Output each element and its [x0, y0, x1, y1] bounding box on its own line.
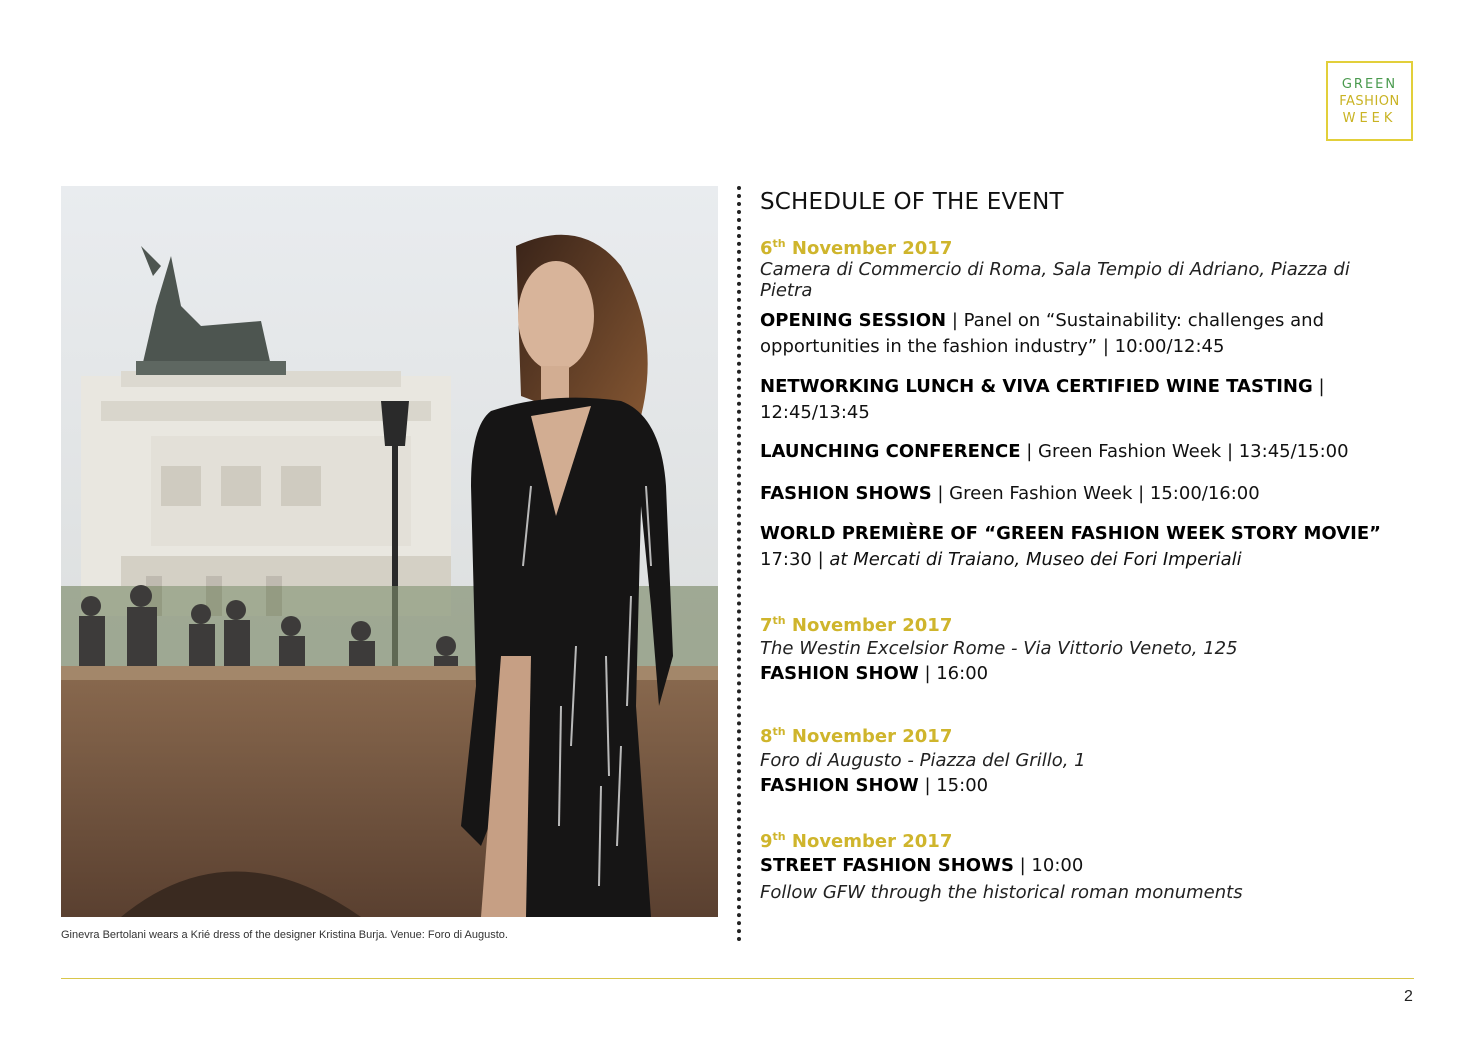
item-street-fashion-shows-time: | 10:00	[1013, 855, 1084, 876]
item-day3-fashion-show-title: FASHION SHOW	[760, 775, 919, 796]
item-world-premiere-time: 17:30 |	[760, 549, 830, 570]
item-day2-fashion-show-title: FASHION SHOW	[760, 663, 919, 684]
date-day1	[760, 237, 952, 259]
date-day2-suffix: th	[772, 614, 786, 627]
date-day3-month: November 2017	[785, 726, 953, 747]
date-day4-day: 9	[760, 831, 773, 852]
date-day3-day: 8	[760, 726, 773, 747]
date-day1-month: November 2017	[785, 238, 953, 259]
date-day2-day: 7	[760, 615, 773, 636]
date-day1-suffix: th	[772, 237, 786, 250]
item-street-fashion-shows	[760, 853, 1400, 879]
date-day4-suffix: th	[772, 830, 786, 843]
event-photo	[61, 186, 718, 917]
item-networking-lunch-title: NETWORKING LUNCH & VIVA CERTIFIED WINE TASTING	[760, 376, 1313, 397]
item-day2-fashion-show	[760, 661, 1400, 687]
item-fashion-shows-title: FASHION SHOWS	[760, 483, 932, 504]
date-day4	[760, 830, 952, 852]
logo-line-fashion: FASHION	[1339, 93, 1400, 109]
dotted-divider	[737, 186, 741, 942]
venue-day2: The Westin Excelsior Rome - Via Vittorio Veneto, 125	[760, 638, 1238, 659]
item-day3-fashion-show	[760, 773, 1400, 799]
item-networking-lunch-detail: | 12:45/13:45	[760, 376, 1325, 423]
item-street-fashion-shows-title: STREET FASHION SHOWS	[760, 855, 1014, 876]
date-day3	[760, 725, 952, 747]
item-launching-conference-detail: | Green Fashion Week | 13:45/15:00	[1020, 441, 1349, 462]
item-day2-fashion-show-time: | 16:00	[918, 663, 989, 684]
note-day4: Follow GFW through the historical roman monuments	[760, 882, 1243, 903]
item-opening-session-title: OPENING SESSION	[760, 310, 947, 331]
item-networking-lunch	[760, 374, 1400, 426]
item-opening-session	[760, 308, 1400, 360]
date-day1-day: 6	[760, 238, 773, 259]
item-world-premiere	[760, 521, 1400, 573]
item-world-premiere-title: WORLD PREMIÈRE OF “GREEN FASHION WEEK STORY MOVIE”	[760, 523, 1382, 544]
footer-rule	[61, 978, 1414, 979]
item-opening-session-detail: | Panel on “Sustainability: challenges and opportunities in the fashion industry” | 10:00/12:45	[760, 310, 1325, 357]
schedule-title: SCHEDULE OF THE EVENT	[760, 189, 1064, 215]
logo-line-green: GREEN	[1341, 76, 1398, 92]
date-day3-suffix: th	[772, 725, 786, 738]
logo-line-week: WEEK	[1342, 110, 1397, 126]
item-world-premiere-venue: at Mercati di Traiano, Museo dei Fori Imperiali	[829, 549, 1242, 570]
venue-day3: Foro di Augusto - Piazza del Grillo, 1	[760, 750, 1086, 771]
venue-day1: Camera di Commercio di Roma, Sala Tempio di Adriano, Piazza di Pietra	[760, 259, 1350, 301]
date-day2	[760, 614, 952, 636]
date-day4-month: November 2017	[785, 831, 953, 852]
item-fashion-shows-detail: | Green Fashion Week | 15:00/16:00	[931, 483, 1260, 504]
green-fashion-week-logo	[1326, 61, 1413, 141]
item-day3-fashion-show-time: | 15:00	[918, 775, 989, 796]
page-number: 2	[1404, 988, 1413, 1005]
photo-caption: Ginevra Bertolani wears a Krié dress of the designer Kristina Burja. Venue: Foro di Augusto.	[61, 929, 508, 941]
item-launching-conference-title: LAUNCHING CONFERENCE	[760, 441, 1021, 462]
item-fashion-shows	[760, 481, 1400, 507]
item-launching-conference	[760, 439, 1400, 465]
photo-illustration	[61, 186, 718, 917]
date-day2-month: November 2017	[785, 615, 953, 636]
